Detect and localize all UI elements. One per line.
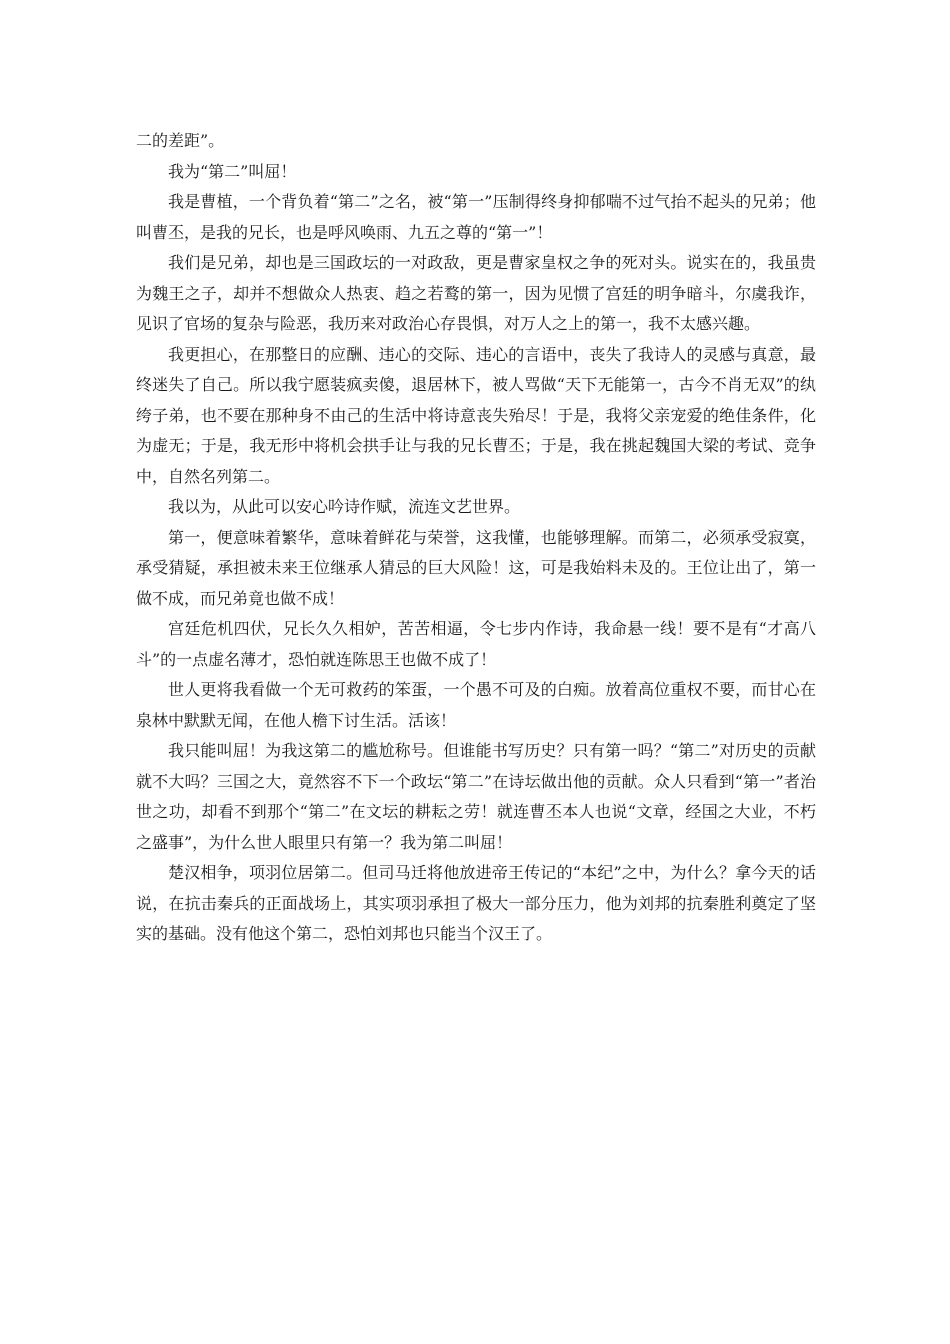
- paragraph-2: 我为“第二”叫屈！: [168, 161, 297, 181]
- paragraph-4: 我们是兄弟，却也是三国政坛的一对政敌，更是曹家皇权之争的死对头。说实在的，我虽贵为魏王之子，却并不想做众人热衷、趋之若鹜的第一，因为见惯了宫廷的明争暗斗，尔虞我诈，见识了官场的复杂与险恶，我历来对政治心存畏惧，对万人之上的第一，我不太感兴趣。: [136, 253, 816, 333]
- paragraph-8: 宫廷危机四伏，兄长久久相妒，苦苦相逼，令七步内作诗，我命悬一线！要不是有“才高八斗”的一点虚名薄才，恐怕就连陈思王也做不成了！: [136, 619, 816, 669]
- paragraph-5: 我更担心，在那整日的应酬、违心的交际、违心的言语中，丧失了我诗人的灵感与真意，最终迷失了自己。所以我宁愿装疯卖傻，退居林下，被人骂做“天下无能第一，古今不肖无双”的纨绔子弟，也不要在那种身不由己的生活中将诗意丧失殆尽！于是，我将父亲宠爱的绝佳条件，化为虚无；于是，我无形中将机会拱手让与我的兄长曹丕；于是，我在挑起魏国大梁的考试、竞争中，自然名列第二。: [136, 344, 816, 486]
- paragraph-7: 第一，便意味着繁华，意味着鲜花与荣誉，这我懂，也能够理解。而第二，必须承受寂寞，承受猜疑，承担被未来王位继承人猜忌的巨大风险！这，可是我始料未及的。王位让出了，第一做不成，而兄弟竟也做不成！: [136, 527, 816, 608]
- paragraph-11: 楚汉相争，项羽位居第二。但司马迁将他放进帝王传记的“本纪”之中，为什么？拿今天的话说，在抗击秦兵的正面战场上，其实项羽承担了极大一部分压力，他为刘邦的抗秦胜利奠定了坚实的基础。没有他这个第二，恐怕刘邦也只能当个汉王了。: [136, 863, 816, 943]
- paragraph-3: 我是曹植，一个背负着“第二”之名，被“第一”压制得终身抑郁喘不过气抬不起头的兄弟；他叫曹丕，是我的兄长，也是呼风唤雨、九五之尊的“第一”！: [136, 192, 816, 242]
- paragraph-9: 世人更将我看做一个无可救药的笨蛋，一个愚不可及的白痴。放着高位重权不要，而甘心在泉林中默默无闻，在他人檐下讨生活。活该！: [136, 680, 816, 730]
- paragraph-6: 我以为，从此可以安心吟诗作赋，流连文艺世界。: [168, 497, 521, 516]
- paragraph-10: 我只能叫屈！为我这第二的尴尬称号。但谁能书写历史？只有第一吗？“第二”对历史的贡献就不大吗？三国之大，竟然容不下一个政坛“第二”在诗坛做出他的贡献。众人只看到“第一”者治世之功，却看不到那个“第二”在文坛的耕耘之劳！就连曹丕本人也说“文章，经国之大业，不朽之盛事”，为什么世人眼里只有第一？我为第二叫屈！: [136, 741, 816, 852]
- essay-body: [136, 126, 816, 950]
- paragraph-1: 二的差距”。: [136, 131, 225, 150]
